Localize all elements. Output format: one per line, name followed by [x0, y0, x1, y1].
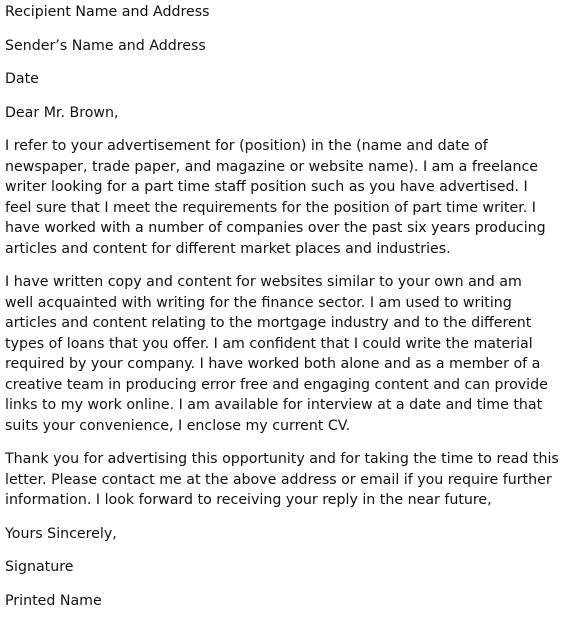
paragraph-line: suits your convenience, I enclose my current CV.	[5, 417, 351, 434]
sender-line: Sender’s Name and Address	[5, 37, 206, 54]
paragraph-introduction	[5, 136, 586, 259]
paragraph-line: required by your company. I have worked both alone and as a member of a	[5, 356, 541, 372]
paragraph-line: links to my work online. I am available for interview at a date and time that	[5, 397, 543, 413]
paragraph-line: articles and content for different market places and industries.	[5, 240, 451, 257]
complimentary-close: Yours Sincerely,	[5, 525, 117, 542]
date-line: Date	[5, 71, 39, 87]
signature-line: Signature	[5, 559, 74, 575]
paragraph-line: creative team in producing error free and engaging content and can provide	[5, 376, 548, 393]
paragraph-line: newspaper, trade paper, and magazine or website name). I am a freelance	[5, 158, 538, 175]
paragraph-experience	[5, 272, 586, 436]
paragraph-line: writer looking for a part time staff position such as you have advertised. I	[5, 179, 528, 195]
printed-name-line: Printed Name	[5, 592, 102, 609]
paragraph-line: information. I look forward to receiving your reply in the near future,	[5, 492, 492, 508]
paragraph-line: Thank you for advertising this opportunity and for taking the time to read this	[5, 451, 559, 467]
paragraph-closing	[5, 449, 586, 511]
paragraph-line: feel sure that I meet the requirements for the position of part time writer. I	[5, 199, 536, 216]
salutation: Dear Mr. Brown,	[5, 104, 119, 121]
paragraph-line: I refer to your advertisement for (position) in the (name and date of	[5, 138, 488, 154]
recipient-line: Recipient Name and Address	[5, 4, 210, 20]
paragraph-line: articles and content relating to the mortgage industry and to the different	[5, 315, 532, 331]
paragraph-line: well acquainted with writing for the finance sector. I am used to writing	[5, 294, 512, 311]
paragraph-line: types of loans that you offer. I am confident that I could write the material	[5, 335, 533, 352]
paragraph-line: have worked with a number of companies over the past six years producing	[5, 220, 546, 236]
paragraph-line: letter. Please contact me at the above address or email if you require further	[5, 471, 552, 488]
paragraph-line: I have written copy and content for websites similar to your own and am	[5, 274, 522, 290]
